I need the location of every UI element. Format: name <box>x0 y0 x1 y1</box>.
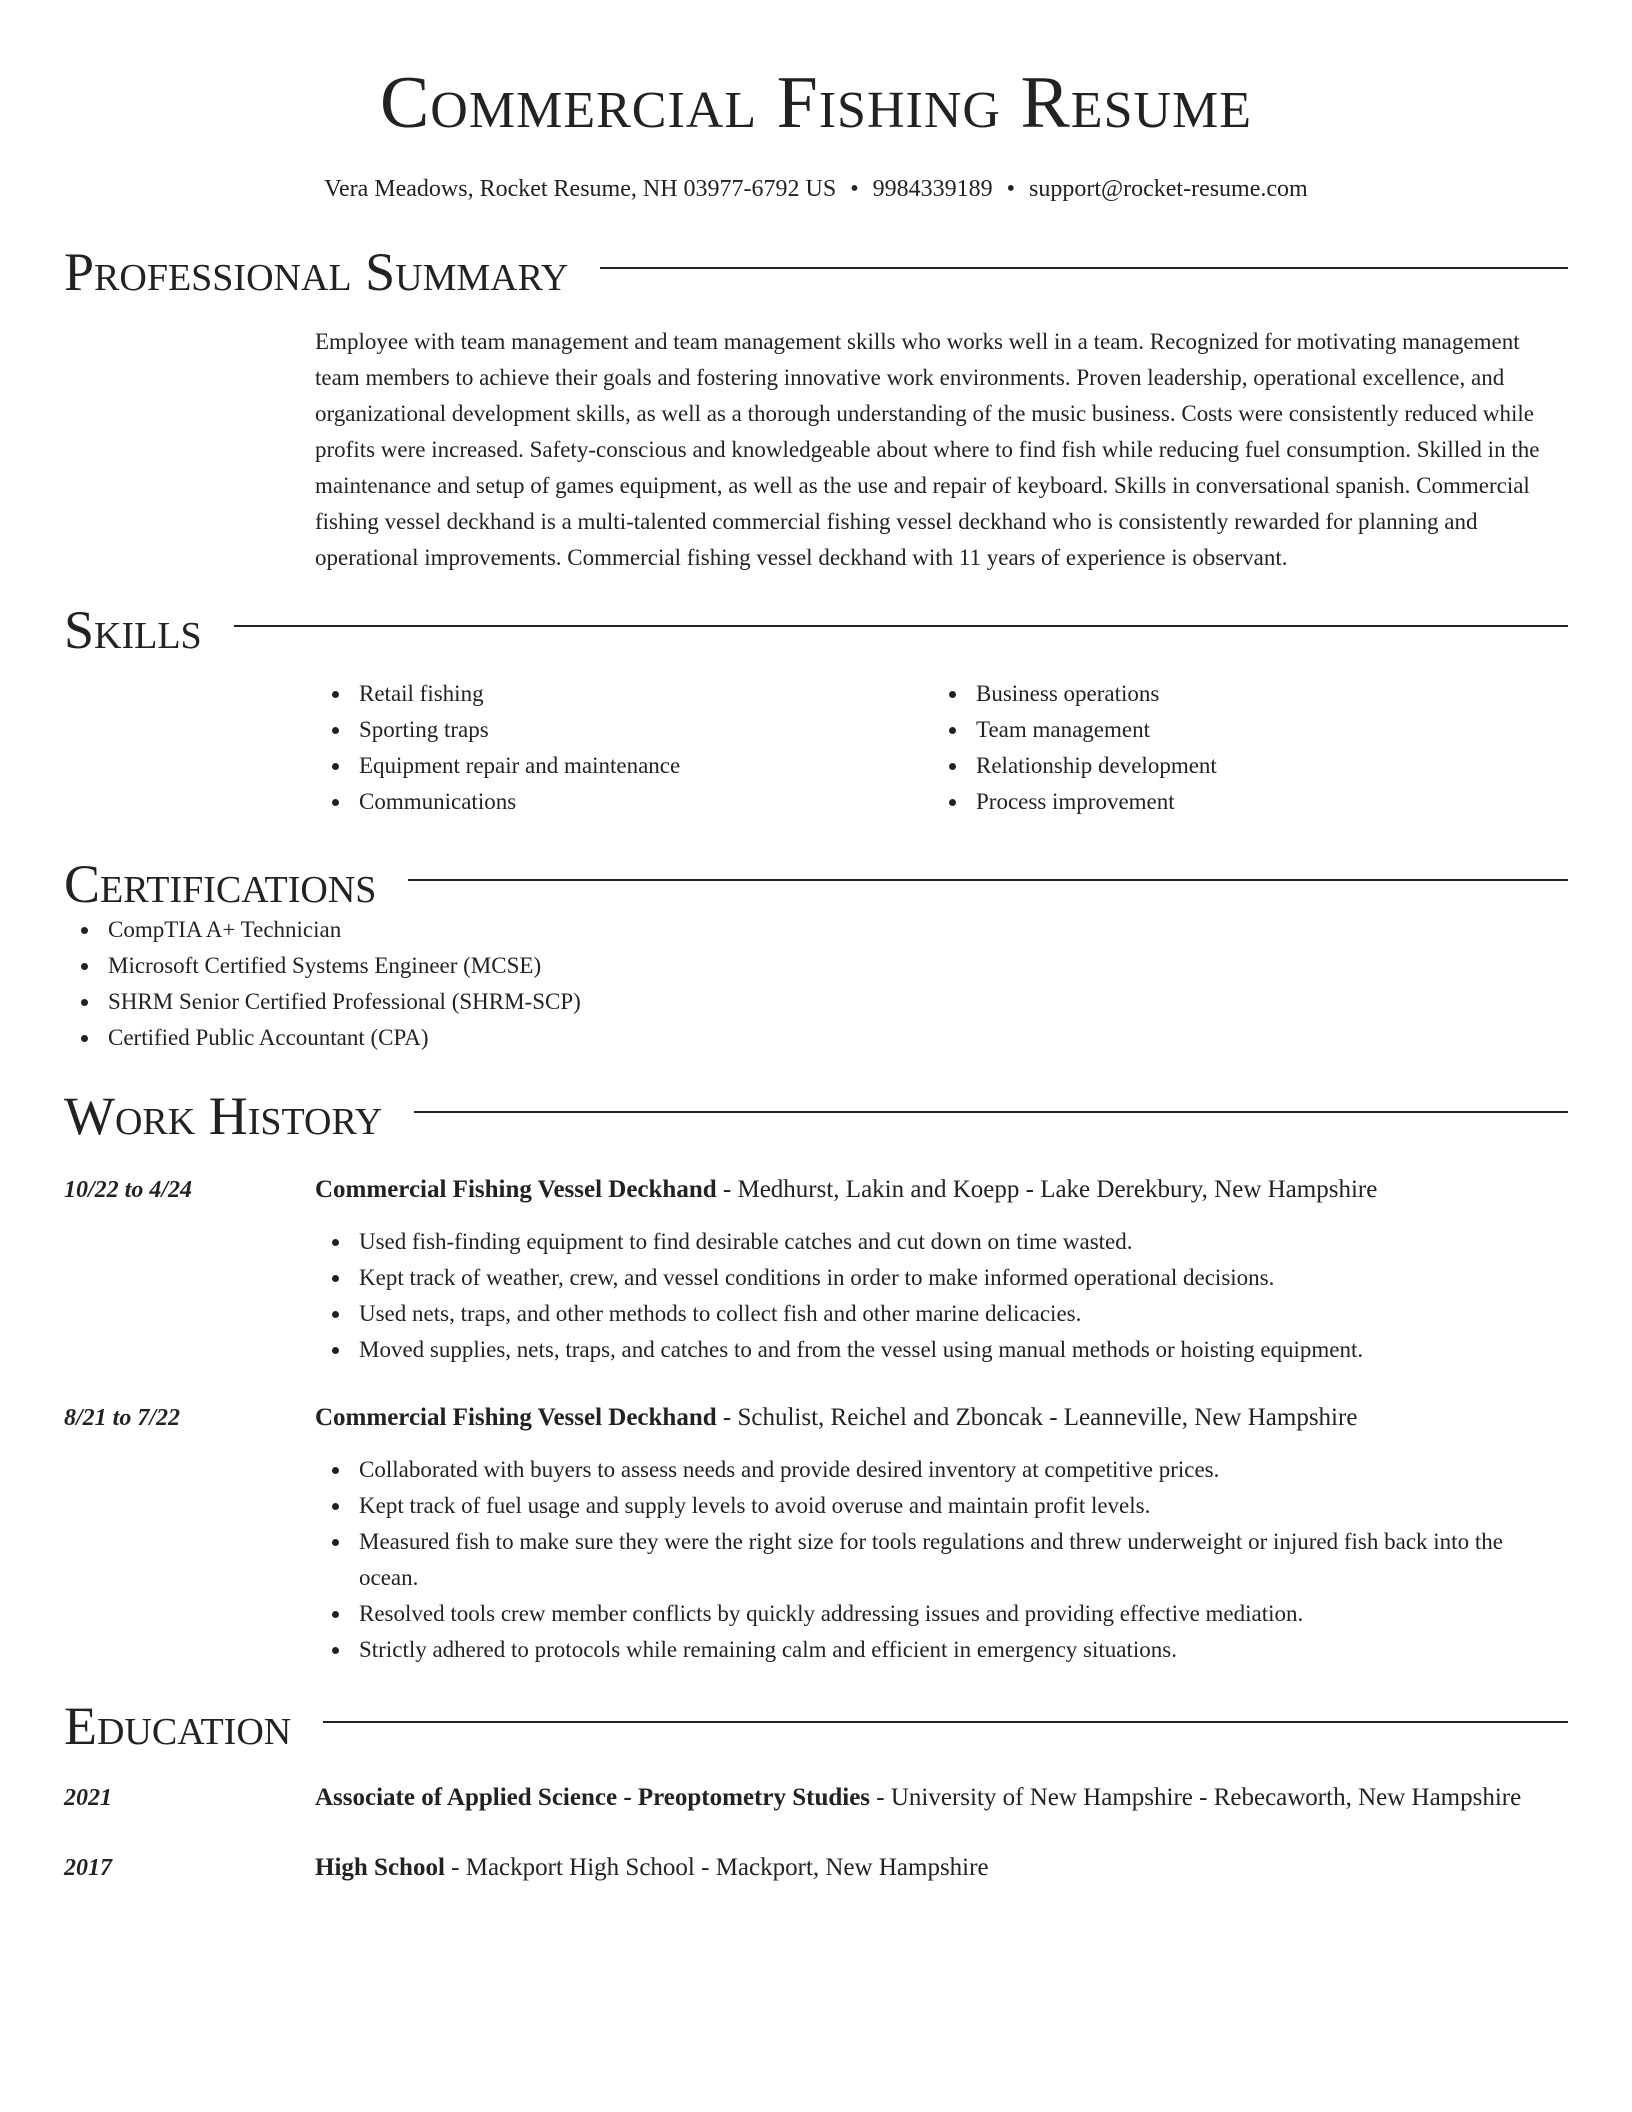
education-entry <box>64 1848 1568 1888</box>
work-bullet: Kept track of weather, crew, and vessel conditions in order to make informed operational decisions. <box>315 1260 1568 1296</box>
contact-address: Vera Meadows, Rocket Resume, NH 03977-6792 US <box>324 176 837 202</box>
certifications-list <box>64 912 1568 1056</box>
work-dates: 10/22 to 4/24 <box>64 1177 193 1203</box>
work-entry <box>64 1398 1568 1668</box>
section-education <box>64 1698 1568 1888</box>
work-bullet: Used nets, traps, and other methods to collect fish and other marine delicacies. <box>315 1296 1568 1332</box>
section-certifications <box>64 856 1568 1056</box>
work-detail <box>315 1170 1568 1368</box>
certification-item: CompTIA A+ Technician <box>64 912 1568 948</box>
skill-item: Communications <box>315 784 932 820</box>
section-heading-education: Education <box>64 1696 292 1756</box>
employer-details: - Medhurst, Lakin and Koepp - Lake Derekbury, New Hampshire <box>716 1176 1378 1203</box>
degree-name: High School <box>315 1854 445 1881</box>
skill-item: Business operations <box>932 676 1549 712</box>
skills-grid <box>315 676 1568 820</box>
section-divider <box>600 267 1568 269</box>
work-bullet: Kept track of fuel usage and supply levels to avoid overuse and maintain profit levels. <box>315 1488 1568 1524</box>
work-bullet: Collaborated with buyers to assess needs and provide desired inventory at competitive prices. <box>315 1452 1568 1488</box>
section-header <box>64 602 1568 658</box>
school-details: - University of New Hampshire - Rebecaworth, New Hampshire <box>870 1784 1522 1811</box>
section-header <box>64 1698 1568 1754</box>
section-header <box>64 1088 1568 1144</box>
work-entry <box>64 1170 1568 1368</box>
contact-phone: 9984339189 <box>872 176 993 202</box>
section-heading-summary: Professional Summary <box>64 242 569 302</box>
section-divider <box>323 1721 1568 1723</box>
section-work-history <box>64 1088 1568 1668</box>
skill-item: Sporting traps <box>315 712 932 748</box>
section-heading-certifications: Certifications <box>64 854 377 914</box>
section-divider <box>408 879 1568 881</box>
skill-item: Process improvement <box>932 784 1549 820</box>
contact-separator: • <box>850 176 859 202</box>
work-bullets <box>315 1224 1568 1368</box>
skill-item: Retail fishing <box>315 676 932 712</box>
work-heading-line <box>315 1398 1568 1438</box>
job-title: Commercial Fishing Vessel Deckhand <box>315 1176 717 1203</box>
skill-item: Relationship development <box>932 748 1549 784</box>
contact-line <box>64 172 1568 206</box>
work-bullet: Used fish-finding equipment to find desirable catches and cut down on time wasted. <box>315 1224 1568 1260</box>
certification-item: Certified Public Accountant (CPA) <box>64 1020 1568 1056</box>
work-bullet: Resolved tools crew member conflicts by quickly addressing issues and providing effective mediation. <box>315 1596 1568 1632</box>
summary-text: Employee with team management and team management skills who works well in a team. Recognized for motivating management team members to achieve their goals and fostering innovative work environments. Proven leadership, operational excellence, and organizational development skills, as well as a thorough understanding of the music business. Costs were consistently reduced while profits were increased. Safety-conscious and knowledgeable about where to find fish while reducing fuel consumption. Skilled in the maintenance and setup of games equipment, as well as the use and repair of keyboard. Skills in conversational spanish. Commercial fishing vessel deckhand is a multi-talented commercial fishing vessel deckhand who is consistently rewarded for planning and operational improvements. Commercial fishing vessel deckhand with 11 years of experience is observant. <box>315 329 1540 570</box>
skills-list-left <box>315 676 932 820</box>
work-bullet: Moved supplies, nets, traps, and catches to and from the vessel using manual methods or hoisting equipment. <box>315 1332 1568 1368</box>
education-detail <box>315 1778 1568 1818</box>
work-heading-line <box>315 1170 1568 1210</box>
work-bullet: Measured fish to make sure they were the right size for tools regulations and threw underweight or injured fish back into the ocean. <box>315 1524 1568 1596</box>
certification-item: Microsoft Certified Systems Engineer (MCSE) <box>64 948 1568 984</box>
education-entry <box>64 1778 1568 1818</box>
skill-item: Team management <box>932 712 1549 748</box>
section-heading-work-history: Work History <box>64 1086 383 1146</box>
school-details: - Mackport High School - Mackport, New Hampshire <box>444 1854 989 1881</box>
certification-item: SHRM Senior Certified Professional (SHRM-SCP) <box>64 984 1568 1020</box>
education-detail <box>315 1848 1568 1888</box>
resume-title: Commercial Fishing Resume <box>379 62 1253 144</box>
section-divider <box>414 1111 1568 1113</box>
section-professional-summary <box>64 244 1568 576</box>
work-dates: 8/21 to 7/22 <box>64 1405 181 1431</box>
employer-details: - Schulist, Reichel and Zboncak - Leanneville, New Hampshire <box>716 1404 1358 1431</box>
job-title: Commercial Fishing Vessel Deckhand <box>315 1404 717 1431</box>
contact-separator: • <box>1006 176 1016 202</box>
work-bullets <box>315 1452 1568 1668</box>
section-header <box>64 244 1568 300</box>
contact-email: support@rocket-resume.com <box>1029 176 1308 202</box>
skills-list-right <box>932 676 1549 820</box>
section-header <box>64 856 1568 912</box>
degree-name: Associate of Applied Science - Preoptometry Studies <box>315 1784 871 1811</box>
work-bullet: Strictly adhered to protocols while remaining calm and efficient in emergency situations. <box>315 1632 1568 1668</box>
section-divider <box>234 625 1568 627</box>
education-year: 2017 <box>64 1855 112 1881</box>
section-skills <box>64 602 1568 820</box>
work-detail <box>315 1398 1568 1668</box>
skill-item: Equipment repair and maintenance <box>315 748 932 784</box>
education-year: 2021 <box>64 1785 112 1811</box>
section-heading-skills: Skills <box>64 600 202 660</box>
